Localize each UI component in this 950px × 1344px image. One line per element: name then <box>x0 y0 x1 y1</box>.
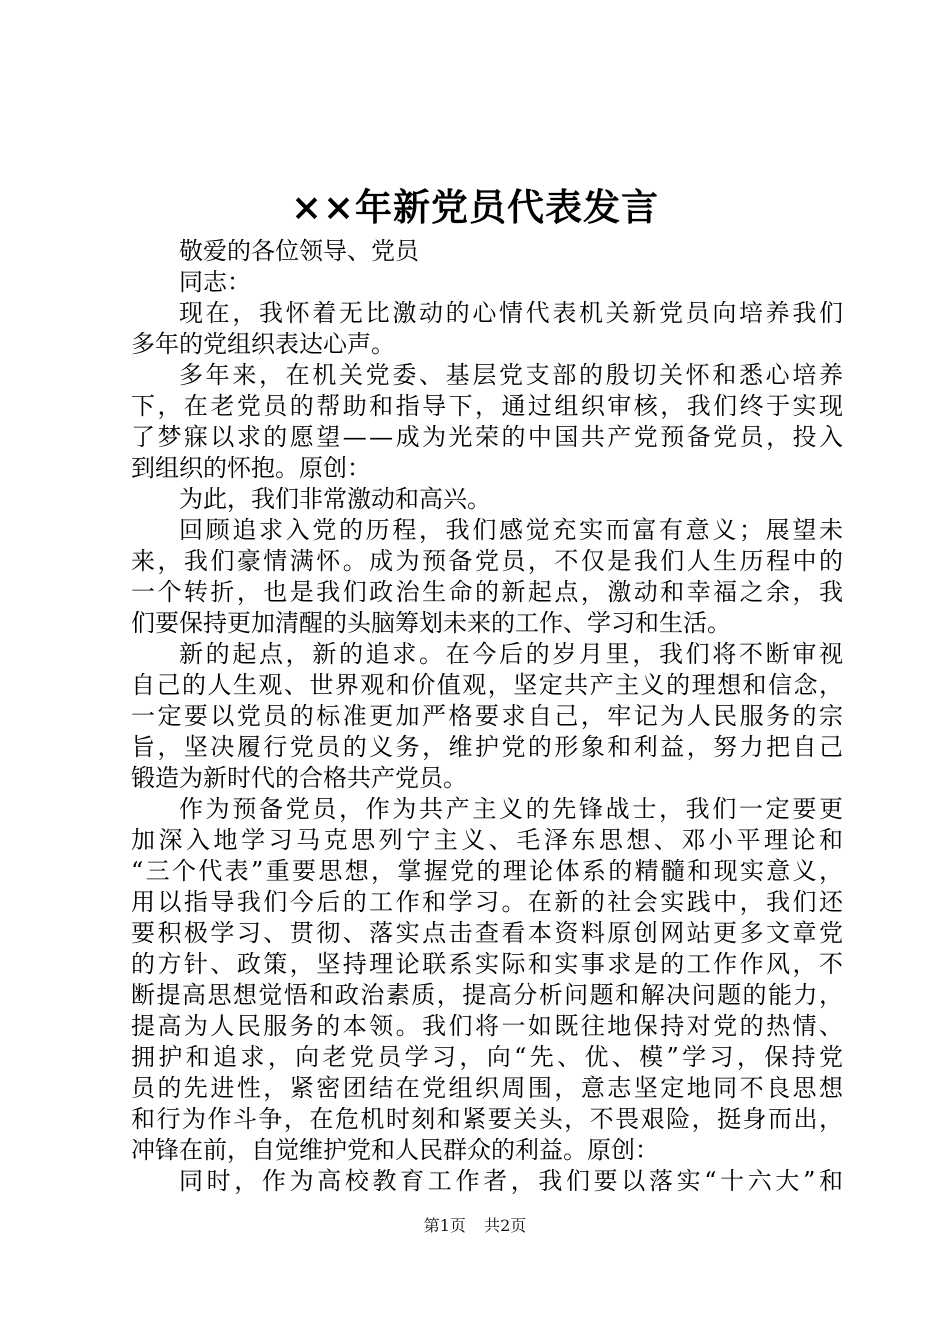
document-title: ××年新党员代表发言 <box>290 185 659 229</box>
text-line: 多年的党组织表达心声。 <box>131 330 395 358</box>
text-line: 同志： <box>179 268 251 296</box>
text-line: 一个转折，也是我们政治生命的新起点，激动和幸福之余，我 <box>131 578 846 606</box>
text-line: 自己的人生观、世界观和价值观，坚定共产主义的理想和信念， <box>131 671 845 699</box>
text-line: 员的先进性，紧密团结在党组织周围，意志坚定地同不良思想 <box>131 1074 846 1102</box>
page-number: 第1页 <box>423 1216 466 1235</box>
page-total: 共2页 <box>484 1216 527 1235</box>
text-line: 断提高思想觉悟和政治素质，提高分析问题和解决问题的能力， <box>131 981 845 1009</box>
text-line: “三个代表”重要思想，掌握党的理论体系的精髓和现实意义， <box>131 857 846 885</box>
text-line: 和行为作斗争，在危机时刻和紧要关头，不畏艰险，挺身而出， <box>131 1105 845 1133</box>
text-line: 来，我们豪情满怀。成为预备党员，不仅是我们人生历程中的 <box>131 547 846 575</box>
document-body <box>131 236 847 1197</box>
text-line: 要积极学习、贯彻、落实点击查看本资料原创网站更多文章党 <box>131 919 846 947</box>
text-line: 一定要以党员的标准更加严格要求自己，牢记为人民服务的宗 <box>131 702 846 730</box>
text-line: 用以指导我们今后的工作和学习。在新的社会实践中，我们还 <box>131 888 846 916</box>
text-line: 旨，坚决履行党员的义务，维护党的形象和利益，努力把自己 <box>131 733 846 761</box>
text-line: 回顾追求入党的历程，我们感觉充实而富有意义；展望未 <box>179 516 846 544</box>
text-line: 作为预备党员，作为共产主义的先锋战士，我们一定要更 <box>179 795 846 823</box>
text-line: 的方针、政策，坚持理论联系实际和实事求是的工作作风，不 <box>131 950 846 978</box>
text-line: 同时，作为高校教育工作者，我们要以落实“十六大”和 <box>179 1167 847 1195</box>
text-line: 锻造为新时代的合格共产党员。 <box>131 764 467 792</box>
text-line: 提高为人民服务的本领。我们将一如既往地保持对党的热情、 <box>131 1012 846 1040</box>
text-line: 下，在老党员的帮助和指导下，通过组织审核，我们终于实现 <box>131 392 846 420</box>
text-line: 敬爱的各位领导、党员 <box>179 237 419 265</box>
text-line: 新的起点，新的追求。在今后的岁月里，我们将不断审视 <box>179 640 846 668</box>
text-line: 到组织的怀抱。原创： <box>131 454 371 482</box>
text-line: 多年来，在机关党委、基层党支部的殷切关怀和悉心培养 <box>179 361 846 389</box>
text-line: 加深入地学习马克思列宁主义、毛泽东思想、邓小平理论和 <box>131 826 847 854</box>
text-line: 现在，我怀着无比激动的心情代表机关新党员向培养我们 <box>179 299 846 327</box>
text-line: 为此，我们非常激动和高兴。 <box>179 485 491 513</box>
text-line: 了梦寐以求的愿望——成为光荣的中国共产党预备党员，投入 <box>131 423 846 451</box>
text-line: 冲锋在前，自觉维护党和人民群众的利益。原创： <box>131 1136 659 1164</box>
text-line: 拥护和追求，向老党员学习，向“先、优、模”学习，保持党 <box>131 1043 847 1071</box>
page-footer <box>0 1215 950 1237</box>
text-line: 们要保持更加清醒的头脑筹划未来的工作、学习和生活。 <box>131 609 731 637</box>
